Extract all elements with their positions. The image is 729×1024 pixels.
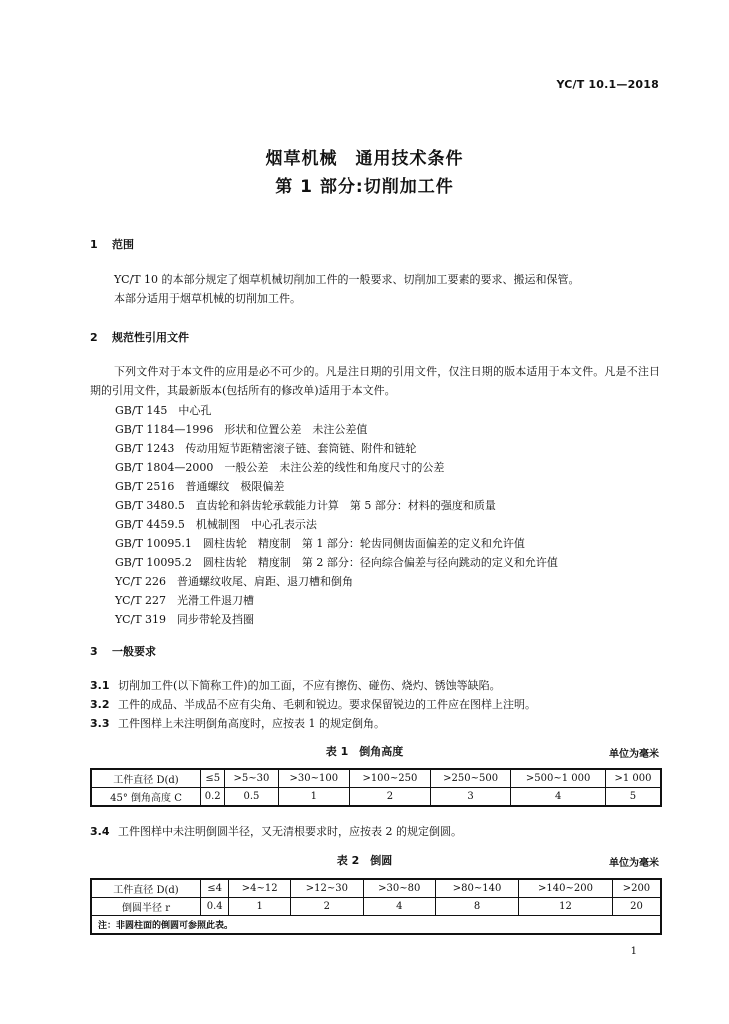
table-row [91,788,661,807]
reference-item: GB/T 3480.5 直齿轮和斜齿轮承载能力计算 第 5 部分：材料的强度和质量 [115,499,496,512]
document-subtitle: 第 1 部分:切削加工件 [275,177,454,197]
table-cell: >250~500 [430,769,511,788]
table-cell: 0.5 [225,788,278,807]
clause-text: 切削加工件(以下简称工件)的加工面，不应有擦伤、碰伤、烧灼、锈蚀等缺陷。 [118,679,501,692]
table-row [91,879,661,898]
reference-item: GB/T 10095.2 圆柱齿轮 精度制 第 2 部分：径向综合偏差与径向跳动的定义和允许值 [115,556,558,569]
table-cell: >30~100 [278,769,350,788]
table-row [91,898,661,916]
clause-text: 工件图样中未注明倒圆半径，又无清根要求时，应按表 2 的规定倒圆。 [118,825,462,838]
document-title: 烟草机械 通用技术条件 [265,149,464,169]
table-cell: 4 [363,898,435,916]
reference-item: YC/T 226 普通螺纹收尾、肩距、退刀槽和倒角 [115,575,354,588]
clause-number: 3.4 [90,825,110,838]
table-row-label: 45° 倒角高度 C [91,788,201,807]
table-cell: >100~250 [350,769,431,788]
table-cell: 2 [291,898,363,916]
table-1 [90,768,662,807]
table-1-caption: 表 1 倒角高度 [325,745,404,758]
table-cell: ≤4 [201,879,229,898]
reference-item: GB/T 1184—1996 形状和位置公差 未注公差值 [115,423,368,436]
table-2-unit: 单位为毫米 [609,858,659,869]
clause-number: 3.1 [90,679,110,692]
table-2-caption: 表 2 倒圆 [336,854,393,867]
reference-item: GB/T 1804—2000 一般公差 未注公差的线性和角度尺寸的公差 [115,461,445,474]
reference-item: YC/T 319 同步带轮及挡圈 [115,613,255,626]
table-cell: >5~30 [225,769,278,788]
table-1-unit: 单位为毫米 [609,749,659,760]
table-cell: 12 [519,898,613,916]
section-2-intro: 下列文件对于本文件的应用是必不可少的。凡是注日期的引用文件，仅注日期的版本适用于本文件。凡是不注日期的引用文件，其最新版本(包括所有的修改单)适用于本文件。 [90,365,660,397]
clause-text: 工件图样上未注明倒角高度时，应按表 1 的规定倒角。 [118,717,385,730]
clause-number: 3.2 [90,698,110,711]
table-cell: >4~12 [229,879,291,898]
clause-number: 3.3 [90,717,110,730]
table-cell: >500~1 000 [511,769,605,788]
section-number: 3 [90,645,98,658]
table-cell: 1 [278,788,350,807]
clause-3-3 [90,715,385,731]
table-row-label: 工件直径 D(d) [91,769,201,788]
page-number: 1 [630,946,637,957]
table-cell: 3 [430,788,511,807]
clause-3-4 [90,823,462,839]
section-1-paragraph-1: YC/T 10 的本部分规定了烟草机械切削加工件的一般要求、切削加工要素的要求、搬运和保管。 [114,273,580,286]
table-cell: >140~200 [519,879,613,898]
reference-item: YC/T 227 光滑工件退刀槽 [115,594,255,607]
table-2 [90,878,662,935]
table-cell: >30~80 [363,879,435,898]
table-cell: >1 000 [605,769,661,788]
table-cell: 4 [511,788,605,807]
table-row-label: 倒圆半径 r [91,898,201,916]
table-cell: >80~140 [436,879,519,898]
section-title: 规范性引用文件 [112,331,189,344]
table-cell: 2 [350,788,431,807]
section-number: 1 [90,238,98,251]
clause-3-1 [90,677,501,693]
reference-item: GB/T 1243 传动用短节距精密滚子链、套筒链、附件和链轮 [115,442,417,455]
table-row [91,769,661,788]
table-cell: 0.2 [201,788,225,807]
reference-item: GB/T 10095.1 圆柱齿轮 精度制 第 1 部分：轮齿同侧齿面偏差的定义和允许值 [115,537,525,550]
section-1-paragraph-2: 本部分适用于烟草机械的切削加工件。 [114,292,301,305]
table-cell: 5 [605,788,661,807]
table-row-label: 工件直径 D(d) [91,879,201,898]
clause-3-2 [90,696,536,712]
table-cell: 1 [229,898,291,916]
table-cell: 8 [436,898,519,916]
section-title: 一般要求 [112,645,156,658]
reference-item: GB/T 145 中心孔 [115,404,212,417]
table-cell: 20 [612,898,661,916]
reference-item: GB/T 2516 普通螺纹 极限偏差 [115,480,285,493]
section-2-heading [90,329,189,345]
document-code: YC/T 10.1—2018 [556,78,659,91]
table-cell: ≤5 [201,769,225,788]
reference-item: GB/T 4459.5 机械制图 中心孔表示法 [115,518,317,531]
table-cell: 0.4 [201,898,229,916]
section-title: 范围 [112,238,134,251]
section-number: 2 [90,331,98,344]
section-1-heading [90,236,134,252]
table-cell: >12~30 [291,879,363,898]
clause-text: 工件的成品、半成品不应有尖角、毛刺和锐边。要求保留锐边的工件应在图样上注明。 [118,698,536,711]
section-3-heading [90,643,156,659]
table-note: 注：非圆柱面的倒圆可参照此表。 [91,916,661,935]
table-cell: >200 [612,879,661,898]
table-note-row [91,916,661,935]
